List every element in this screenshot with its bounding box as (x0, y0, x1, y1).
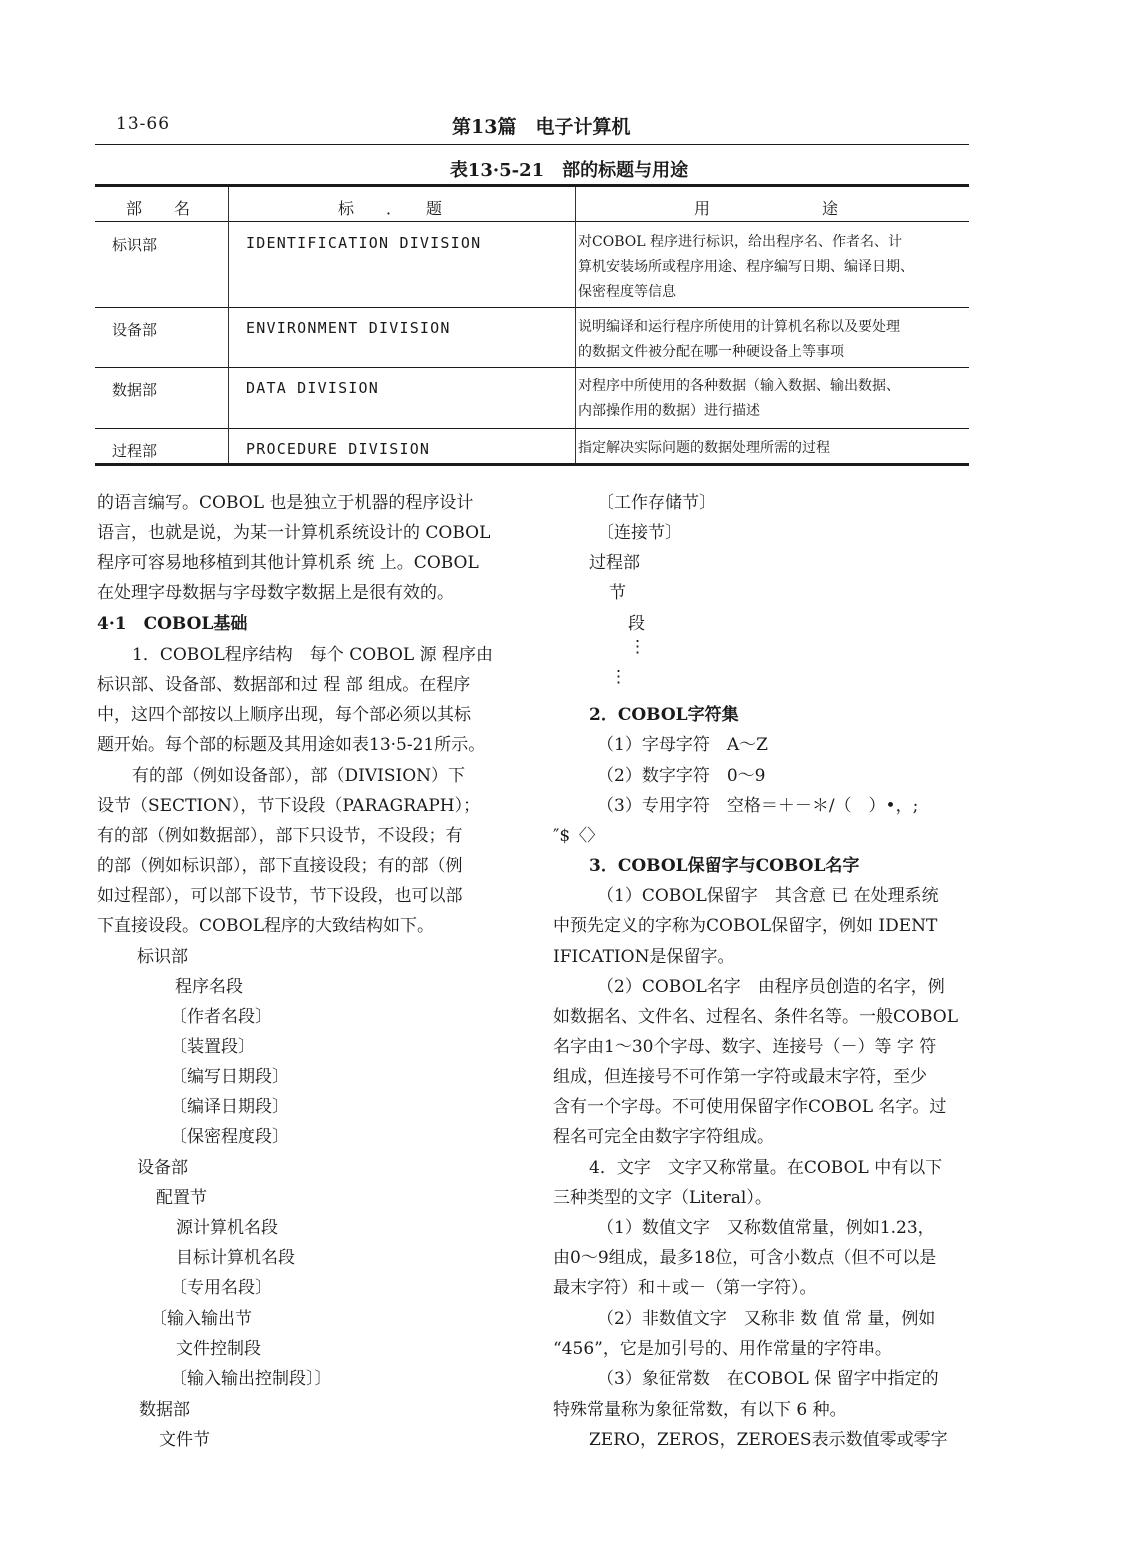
table-cell-use-line: 指定解决实际问题的数据处理所需的过程 (578, 440, 830, 456)
body-text-line: 中，这四个部按以上顺序出现，每个部必须以其标 (97, 705, 471, 725)
table-column-divider (575, 187, 576, 463)
table-cell-use (578, 315, 966, 365)
body-text-line: 在处理字母数据与字母数字数据上是很有效的。 (97, 583, 454, 603)
table-top-rule (95, 184, 969, 187)
table-cell-use (578, 436, 966, 461)
table-cell-use-line: 对COBOL 程序进行标识，给出程序名、作者名、计 (578, 234, 902, 250)
table-cell-title: DATA DIVISION (246, 379, 379, 397)
body-text-line: IFICATION是保留字。 (553, 947, 735, 967)
structure-item: 配置节 (156, 1188, 207, 1208)
body-text-line: （1）数值文字 又称数值常量，例如1.23， (597, 1218, 935, 1238)
table-cell-name: 设备部 (112, 321, 158, 339)
body-text-line: 有的部（例如设备部），部（DIVISION）下 (132, 766, 466, 786)
structure-item: 〔保密程度段〕 (170, 1127, 289, 1147)
table-cell-use-line: 说明编译和运行程序所使用的计算机名称以及要处理 (578, 319, 900, 335)
table-cell-use-line: 对程序中所使用的各种数据（输入数据、输出数据、 (578, 378, 900, 394)
header-rule (95, 144, 969, 145)
table-cell-use (578, 230, 966, 305)
structure-item: 〔作者名段〕 (170, 1007, 272, 1027)
ellipsis-mark: ⋮ (629, 637, 646, 657)
body-text-line: （3）象征常数 在COBOL 保 留字中指定的 (597, 1369, 939, 1389)
body-text-line: （2）数字字符 0～9 (597, 766, 766, 786)
body-text-line: 有的部（例如数据部），部下只设节，不设段；有 (97, 826, 463, 846)
body-text-line: 三种类型的文字（Literal）。 (553, 1188, 772, 1208)
body-text-line: 题开始。每个部的标题及其用途如表13·5-21所示。 (97, 735, 486, 755)
structure-item: 源计算机名段 (176, 1218, 278, 1238)
body-text-line: 4．文字 文字又称常量。在COBOL 中有以下 (589, 1158, 943, 1178)
structure-item: 标识部 (137, 947, 188, 967)
table-column-divider (228, 187, 229, 463)
table-cell-use-line: 的数据文件被分配在哪一种硬设备上等事项 (578, 344, 844, 360)
structure-item: 〔连接节〕 (597, 523, 682, 543)
body-text-line: 特殊常量称为象征常数，有以下 6 种。 (553, 1400, 847, 1420)
table-cell-name: 过程部 (112, 442, 158, 460)
structure-item: 〔编译日期段〕 (170, 1097, 289, 1117)
structure-item: 文件控制段 (176, 1339, 261, 1359)
table-caption: 表13·5-21 部的标题与用途 (449, 160, 689, 181)
subsection-heading: 2．COBOL字符集 (589, 705, 739, 725)
structure-item: 〔输入输出节 (150, 1309, 252, 1329)
body-text-line: （3）专用字符 空格＝＋－＊/（ ）•，; (597, 796, 919, 816)
table-bottom-rule (95, 463, 969, 466)
table-cell-title: IDENTIFICATION DIVISION (246, 234, 482, 252)
table-cell-use-line: 保密程度等信息 (578, 284, 676, 300)
structure-item: 目标计算机名段 (176, 1248, 295, 1268)
structure-item: 文件节 (159, 1430, 210, 1450)
structure-item: 〔工作存储节〕 (597, 493, 716, 513)
table-header-rule (95, 221, 969, 222)
body-text-line: ″$〈〉 (553, 826, 605, 846)
table-cell-use-line: 内部操作用的数据）进行描述 (578, 403, 760, 419)
table-header-use: 用 途 (694, 199, 839, 218)
section-heading: 4·1 COBOL基础 (97, 614, 248, 634)
body-text-line: 的语言编写。COBOL 也是独立于机器的程序设计 (97, 493, 474, 513)
body-text-line: 如数据名、文件名、过程名、条件名等。一般COBOL (553, 1007, 958, 1027)
structure-item: 段 (628, 614, 645, 634)
table-row-rule (95, 307, 969, 308)
table-cell-use-line: 算机安装场所或程序用途、程序编写日期、编译日期、 (578, 259, 914, 275)
table-cell-use (578, 374, 966, 424)
body-text-line: 名字由1～30个字母、数字、连接号（－）等 字 符 (553, 1037, 937, 1057)
chapter-title: 第13篇 电子计算机 (452, 116, 631, 138)
body-text-line: （1）COBOL保留字 其含意 已 在处理系统 (597, 886, 939, 906)
table-row-rule (95, 428, 969, 429)
body-text-line: “456”，它是加引号的、用作常量的字符串。 (553, 1339, 892, 1359)
body-text-line: 设节（SECTION），节下设段（PARAGRAPH）； (97, 796, 481, 816)
body-text-line: ZERO，ZEROS，ZEROES表示数值零或零字 (589, 1430, 948, 1450)
structure-item: 〔专用名段〕 (170, 1278, 272, 1298)
table-cell-title: PROCEDURE DIVISION (246, 440, 431, 458)
structure-item: 〔输入输出控制段〕〕 (170, 1369, 332, 1389)
body-text-line: 组成，但连接号不可作第一字符或最末字符，至少 (553, 1067, 927, 1087)
structure-item: 过程部 (589, 553, 640, 573)
body-text-line: （2）非数值文字 又称非 数 值 常 量，例如 (597, 1309, 936, 1329)
structure-item: 〔装置段〕 (170, 1037, 255, 1057)
structure-item: 节 (609, 583, 626, 603)
structure-item: 数据部 (139, 1400, 190, 1420)
body-text-line: 标识部、设备部、数据部和过 程 部 组成。在程序 (97, 675, 471, 695)
structure-item: 程序名段 (175, 977, 243, 997)
ellipsis-mark: ⋮ (610, 667, 627, 687)
body-text-line: 中预先定义的字称为COBOL保留字，例如 IDENT (553, 916, 938, 936)
table-cell-name: 数据部 (112, 381, 158, 399)
body-text-line: 如过程部），可以部下设节，节下设段，也可以部 (97, 886, 463, 906)
body-text-line: 程名可完全由数字字符组成。 (553, 1127, 774, 1147)
table-header-title: 标 ． 题 (338, 199, 443, 218)
body-text-line: 最末字符）和＋或－（第一字符）。 (553, 1278, 817, 1298)
table-row-rule (95, 367, 969, 368)
body-text-line: （1）字母字符 A～Z (597, 735, 768, 755)
subsection-heading: 3．COBOL保留字与COBOL名字 (589, 856, 860, 876)
page-number: 13-66 (116, 114, 171, 134)
body-text-line: 语言，也就是说，为某一计算机系统设计的 COBOL (97, 523, 491, 543)
table-header-name: 部 名 (126, 199, 191, 218)
body-text-line: 下直接设段。COBOL程序的大致结构如下。 (97, 916, 434, 936)
body-text-line: 1．COBOL程序结构 每个 COBOL 源 程序由 (132, 645, 493, 665)
body-text-line: 程序可容易地移植到其他计算机系 统 上。COBOL (97, 553, 479, 573)
body-text-line: 含有一个字母。不可使用保留字作COBOL 名字。过 (553, 1097, 947, 1117)
structure-item: 〔编写日期段〕 (170, 1067, 289, 1087)
body-text-line: 的部（例如标识部），部下直接设段；有的部（例 (97, 856, 463, 876)
body-text-line: 由0～9组成，最多18位，可含小数点（但不可以是 (553, 1248, 937, 1268)
body-text-line: （2）COBOL名字 由程序员创造的名字，例 (597, 977, 945, 997)
table-cell-name: 标识部 (112, 236, 158, 254)
table-cell-title: ENVIRONMENT DIVISION (246, 319, 451, 337)
structure-item: 设备部 (137, 1158, 188, 1178)
